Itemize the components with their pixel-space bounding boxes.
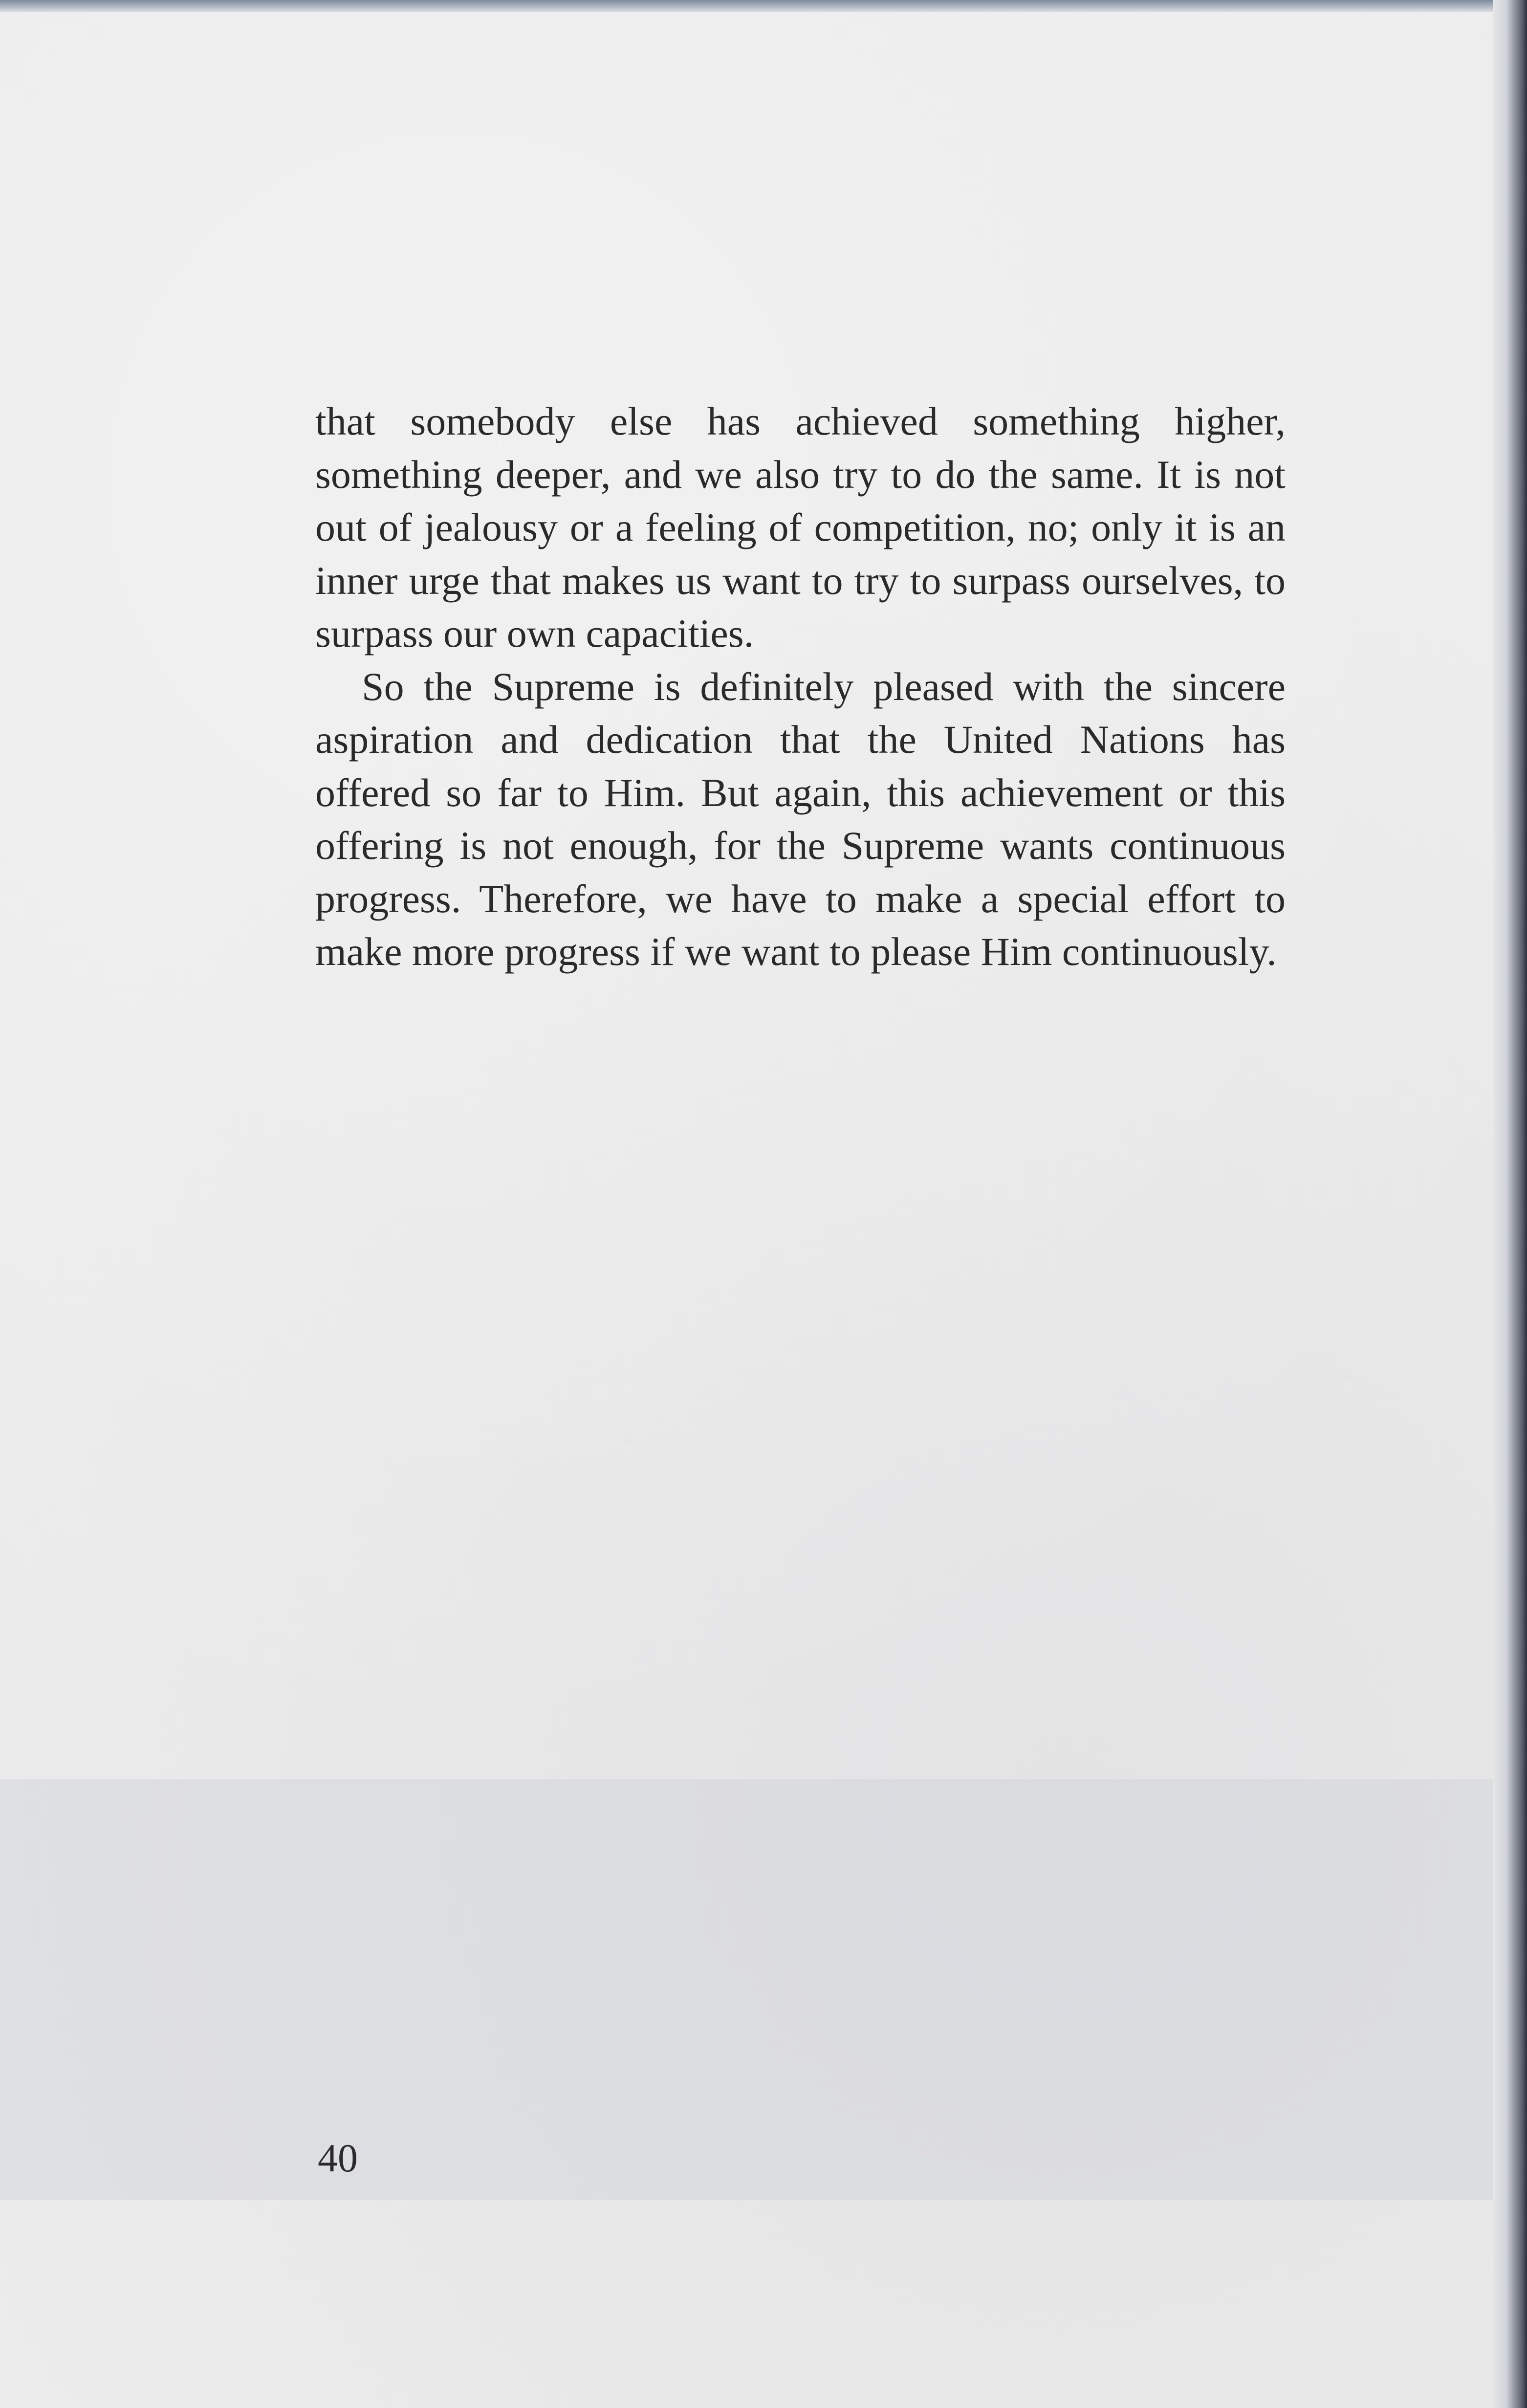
paragraph-1: that somebody else has achieved something higher, something deeper, and we also try to do the same. It is not out of jealousy or a feeling of competition, no; only it is an inner urge that makes us want to try to surpass ourselves, to surpass our own capacities. — [315, 399, 1286, 656]
paragraph-2: So the Supreme is definitely pleased with the sincere aspiration and dedication that the United Nations has offered so far to Him. But again, this achievement or this offering is not enough, for the Supreme wants continuous progress. Therefore, we have to make a special effort to make more progress if we want to please Him continuously. — [315, 664, 1286, 974]
page-right-edge — [1493, 0, 1527, 2408]
body-text — [315, 395, 1286, 979]
page-shading — [0, 1779, 1496, 2200]
page-top-edge — [0, 0, 1527, 12]
page-number: 40 — [318, 2136, 358, 2180]
